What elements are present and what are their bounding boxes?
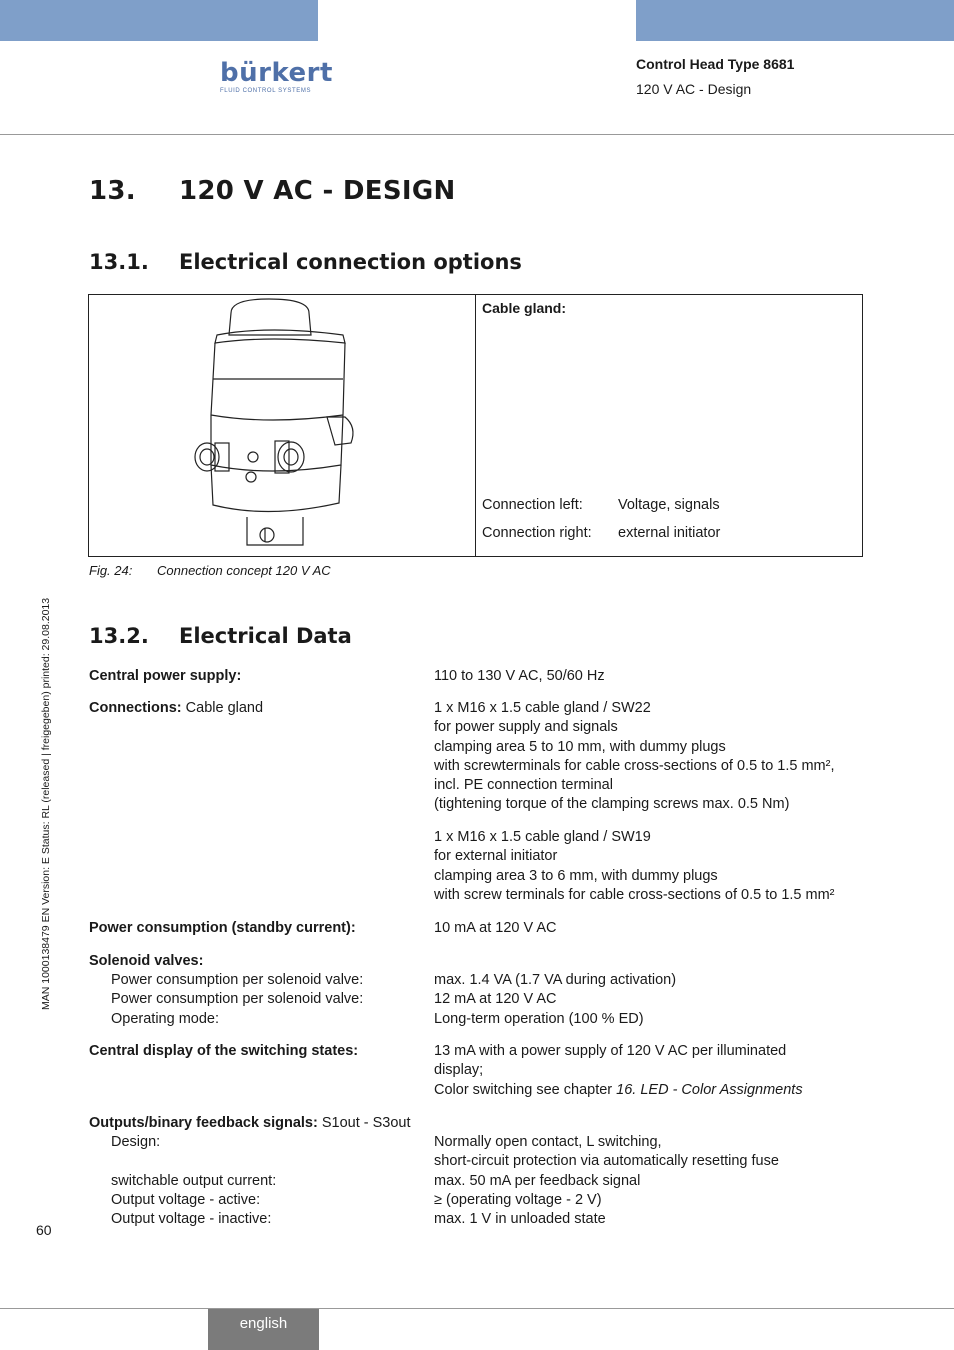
figure-label: Fig. 24: [89, 563, 133, 578]
outputs-keys [111, 1133, 276, 1229]
connection-right-value: external initiator [618, 525, 721, 541]
solenoid-value: max. 1.4 VA (1.7 VA during activation) [434, 972, 677, 988]
connections-line: for power supply and signals [434, 719, 618, 736]
cable-gland-label: Cable gland: [482, 300, 567, 316]
solenoid-value: Long-term operation (100 % ED) [434, 1010, 644, 1027]
header-bar-right [636, 0, 954, 41]
connection-description [482, 295, 862, 556]
connection-left-label: Connection left: [482, 497, 583, 513]
display-label: Central display of the switching states: [89, 1043, 359, 1059]
section-number: 13.1. [89, 250, 149, 274]
outputs-key: Design: [111, 1134, 161, 1150]
outputs-label: Outputs/binary feedback signals: S1out - S3out [89, 1115, 411, 1131]
connections-line: (tightening torque of the clamping screws max. 0.5 Nm) [434, 796, 790, 813]
chapter-heading [89, 176, 456, 206]
header-rule [0, 134, 954, 135]
connections-line: for external initiator [434, 848, 558, 865]
header-title: Control Head Type 8681 [636, 56, 795, 72]
outputs-key: switchable output current: [111, 1172, 277, 1189]
control-head-illustration [89, 295, 476, 556]
display-value: Color switching see chapter 16. LED - Color Assignments [434, 1081, 803, 1098]
outputs-value: short-circuit protection via automatically resetting fuse [434, 1153, 779, 1170]
chapter-reference: 16. LED - Color Assignments [616, 1081, 803, 1098]
section-heading-connection [89, 250, 522, 274]
outputs-value: ≥ (operating voltage - 2 V) [434, 1191, 602, 1208]
connections-line: 1 x M16 x 1.5 cable gland / SW19 [434, 829, 651, 845]
figure-caption [89, 563, 331, 578]
standby-value: 10 mA at 120 V AC [434, 920, 557, 936]
burkert-logo [220, 58, 333, 94]
connections-line: 1 x M16 x 1.5 cable gland / SW22 [434, 700, 651, 716]
connections-line: clamping area 5 to 10 mm, with dummy plugs [434, 738, 726, 755]
section-heading-electrical-data [89, 624, 352, 648]
document-status-sidebar: MAN 1000138479 EN Version: E Status: RL (released | freigegeben) printed: 29.08.2013 [40, 597, 52, 1010]
standby-label: Power consumption (standby current): [89, 920, 356, 936]
outputs-key: Output voltage - inactive: [111, 1211, 272, 1228]
solenoid-values [434, 971, 864, 1029]
connections-line: clamping area 3 to 6 mm, with dummy plugs [434, 867, 718, 884]
footer-language-tab: english [208, 1309, 319, 1350]
connections-line: incl. PE connection terminal [434, 777, 613, 794]
connections-block-1 [434, 699, 864, 815]
solenoid-key: Operating mode: [111, 1010, 220, 1027]
connections-line: with screw terminals for cable cross-sections of 0.5 to 1.5 mm² [434, 886, 835, 903]
solenoid-label: Solenoid valves: [89, 953, 204, 969]
connection-right-label: Connection right: [482, 525, 592, 541]
power-supply-label: Central power supply: [89, 668, 242, 684]
connections-line: with screwterminals for cable cross-sections of 0.5 to 1.5 mm², [434, 757, 835, 774]
connection-left-row [482, 497, 720, 513]
solenoid-value: 12 mA at 120 V AC [434, 991, 557, 1008]
section-title: Electrical connection options [179, 250, 522, 274]
connections-block-2 [434, 828, 864, 905]
display-value: 13 mA with a power supply of 120 V AC per illuminated [434, 1043, 787, 1059]
connection-figure-table [88, 294, 863, 557]
outputs-values [434, 1133, 864, 1229]
page-number: 60 [36, 1222, 52, 1238]
power-supply-value: 110 to 130 V AC, 50/60 Hz [434, 668, 605, 684]
header-subtitle: 120 V AC - Design [636, 81, 752, 97]
outputs-value: Normally open contact, L switching, [434, 1134, 662, 1150]
chapter-number: 13. [89, 176, 136, 206]
outputs-key [111, 1152, 276, 1171]
solenoid-key: Power consumption per solenoid valve: [111, 972, 364, 988]
connections-label: Connections: Cable gland [89, 700, 264, 716]
display-value: display; [434, 1062, 484, 1079]
figure-caption-text: Connection concept 120 V AC [157, 563, 331, 578]
display-values [434, 1042, 864, 1100]
solenoid-keys [111, 971, 363, 1029]
header-bar-left [0, 0, 318, 41]
logo-tagline: FLUID CONTROL SYSTEMS [220, 88, 312, 94]
chapter-title: 120 V AC - DESIGN [179, 176, 456, 206]
connection-right-row [482, 525, 720, 541]
footer-rule [0, 1308, 954, 1309]
logo-word: bürkert [220, 58, 333, 88]
section-number: 13.2. [89, 624, 149, 648]
control-head-drawing [89, 295, 475, 556]
outputs-key: Output voltage - active: [111, 1191, 261, 1208]
solenoid-key: Power consumption per solenoid valve: [111, 991, 364, 1008]
connection-left-value: Voltage, signals [618, 497, 720, 513]
outputs-value: max. 50 mA per feedback signal [434, 1172, 641, 1189]
outputs-value: max. 1 V in unloaded state [434, 1211, 606, 1228]
section-title: Electrical Data [179, 624, 352, 648]
